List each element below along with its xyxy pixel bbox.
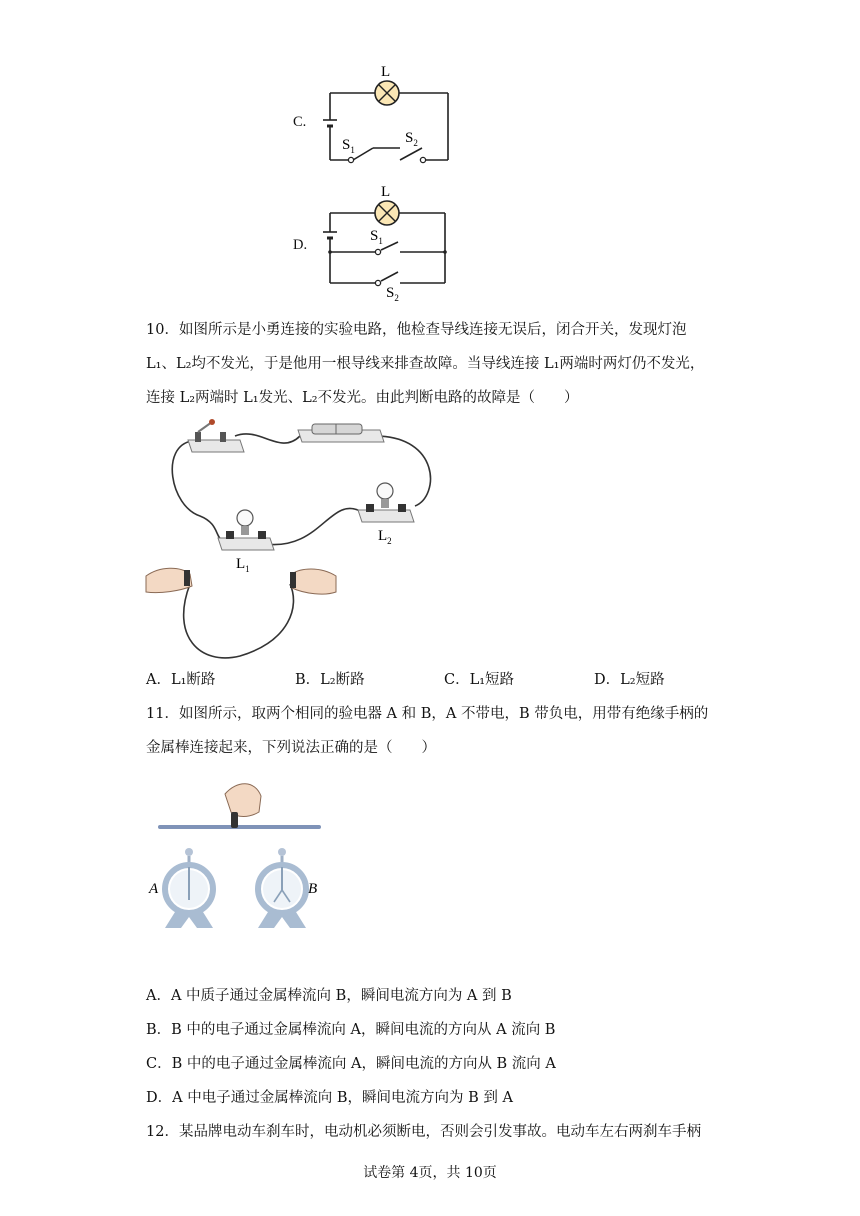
hand-icon (225, 784, 261, 828)
q10-text-line3: 连接 L₂两端时 L₁发光、L₂不发光。由此判断电路的故障是（ ） (146, 390, 579, 406)
q10-text-line2: L₁、L₂均不发光，于是他用一根导线来排查故障。当导线连接 L₁两端时两灯仍不发光， (146, 356, 705, 372)
q11-option-b: B．B 中的电子通过金属棒流向 A，瞬间电流的方向从 A 流向 B (146, 1022, 556, 1038)
electroscope-a (165, 848, 213, 928)
switch-s1-label: $S_1$ (370, 228, 383, 246)
option-d-label: D. (293, 237, 308, 253)
battery-component (298, 424, 384, 442)
lamp-l2-component (358, 483, 414, 522)
lamp-label: L (381, 184, 391, 200)
q10-text-line1: 10．如图所示是小勇连接的实验电路，他检查导线连接无误后，闭合开关，发现灯泡 (146, 322, 687, 338)
q11-electroscope-figure (145, 772, 330, 937)
switch-s2-label: $S_2$ (405, 130, 418, 148)
q10-option-a: A．L₁断路 (146, 672, 216, 688)
electroscope-b (258, 848, 306, 928)
page-footer: 试卷第 4页，共 10页 (363, 1165, 497, 1181)
q11-text-line2: 金属棒连接起来，下列说法正确的是（ ） (146, 740, 436, 756)
lamp-l2-label: $L_2$ (378, 528, 392, 546)
right-hand-icon (290, 569, 336, 594)
lamp-l1-component (218, 510, 274, 550)
lamp-l1-label: $L_1$ (236, 556, 250, 574)
option-c-label: C. (293, 114, 307, 130)
q11-text-line1: 11．如图所示，取两个相同的验电器 A 和 B，A 不带电，B 带负电，用带有绝缘手柄的 (146, 706, 709, 722)
left-hand-icon (146, 568, 192, 592)
q10-circuit-photo (140, 416, 440, 666)
electroscope-a-label: A (149, 881, 159, 897)
q11-option-d: D．A 中电子通过金属棒流向 B，瞬间电流方向为 B 到 A (146, 1090, 513, 1106)
switch-s2-label: $S_2$ (386, 285, 399, 303)
circuit-diagram-d (318, 182, 458, 306)
switch-s1-label: $S_1$ (342, 137, 355, 155)
lamp-label: L (381, 64, 391, 80)
q10-option-c: C．L₁短路 (444, 672, 515, 688)
electroscope-b-label: B (308, 881, 318, 897)
q10-option-b: B．L₂断路 (295, 672, 365, 688)
circuit-diagram-c (318, 64, 458, 176)
q11-option-c: C．B 中的电子通过金属棒流向 A，瞬间电流的方向从 B 流向 A (146, 1056, 556, 1072)
q10-option-d: D．L₂短路 (594, 672, 665, 688)
q11-option-a: A．A 中质子通过金属棒流向 B，瞬间电流方向为 A 到 B (146, 988, 512, 1004)
metal-rod (158, 825, 321, 829)
q12-text-line1: 12．某品牌电动车刹车时，电动机必须断电，否则会引发事故。电动车左右两刹车手柄 (146, 1124, 701, 1140)
